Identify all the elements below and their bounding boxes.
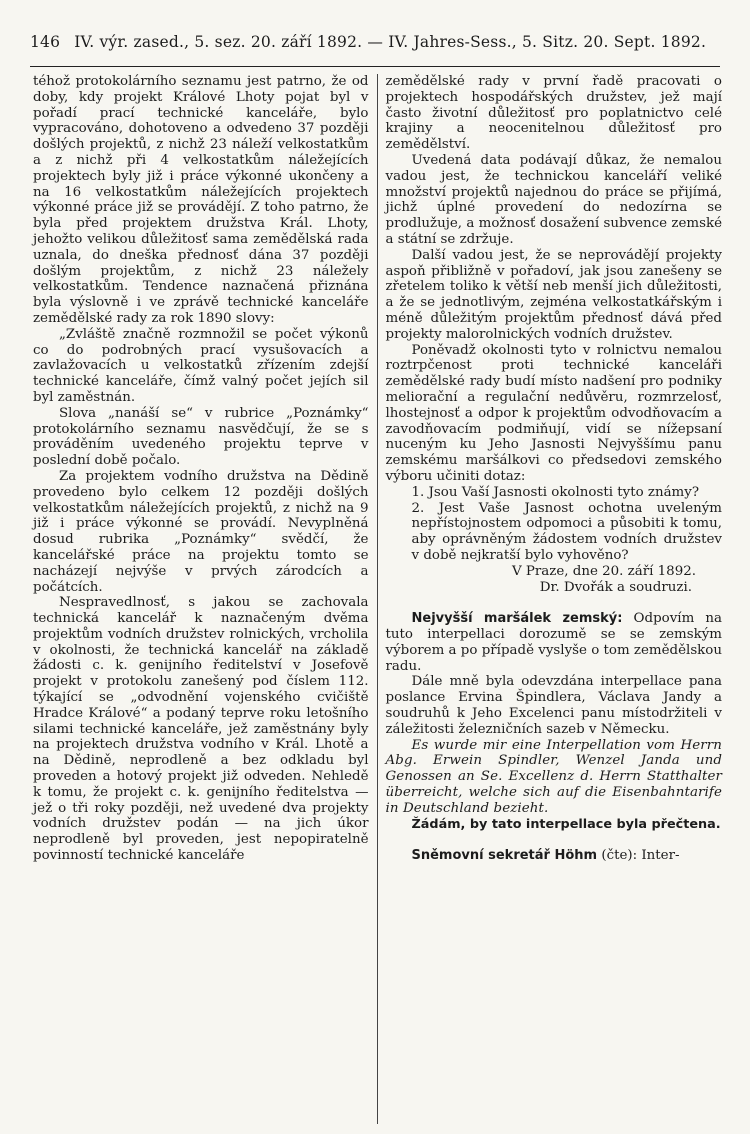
spacer	[386, 595, 723, 611]
paragraph: Poněvadž okolnosti tyto v rolnictvu nemalou roztrpčenost proti technické kanceláři zemědělské rady budí místo nadšení pro podniky meliorační a regulační nedůvěru, rozmrzelosť, lhostejnosť a odpor k projektům odvodňovacím a zavodňovacím podmiňují, vidí se nížepsaní nuceným ku Jeho Jasnosti Nejvyššímu panu zemskému maršálkovi co předsedovi zemského výboru učiniti dotaz:	[385, 342, 722, 484]
question-1: 1. Jsou Vaší Jasnosti okolnosti tyto známy?	[411, 484, 699, 500]
header-rule	[30, 66, 720, 67]
text-columns	[33, 74, 722, 1124]
paragraph: Za projektem vodního družstva na Dědině provedeno bylo celkem 12 později došlých velkostatkům náležejících projektů, z nichž na 9 již i práce výkonné se provádí. Nevyplněná dosud rubrika „Poznámky“ svědčí, že kancelářské práce na projektu tomto se nacházejí nejvýše v prvých zárodcích a počátcích.	[33, 468, 369, 595]
question-2: 2. Jest Vaše Jasnost ochotna uveleným nepřístojnostem odpomoci a působiti k tomu, aby oprávněným žádostem vodních družstev v době nejkratší bylo vyhověno?	[411, 500, 722, 563]
paragraph: „Zvláště značně rozmnožil se počet výkonů co do podrobných prací vysušovacích a zavlažovacích u velkostatků zřízením zdejší technické kanceláře, čímž valný počet jejích sil byl zaměstnán.	[33, 326, 369, 405]
speech-text: Odpovím na tuto interpellaci dorozumě se se zemským výborem a po případě vyslyše o tom zemědělskou radu.	[385, 611, 722, 674]
paragraph: Uvedená data podávají důkaz, že nemalou vadou jest, že technickou kanceláří veliké množství projektů najednou do práce se přijímá, jichž úplné provedení do nedozírna se prodlužuje, a možnosť dosažení subvence zemské a státní se zdržuje.	[385, 152, 722, 247]
paragraph: téhož protokolárního seznamu jest patrno, že od doby, kdy projekt Králové Lhoty pojat byl v pořadí prací technické kanceláře, bylo vypracováno, dohotoveno a odvedeno 37 později došlých projektů, z nichž 23 náleží velkostatkům a z nichž při 4 velkostatkům náležejících projektech byly již i práce výkonné ukončeny a na 16 velkostatkům náležejících projektech výkonné práce již se provádějí. Z toho patrno, že byla před projektem družstva Král. Lhoty, jehožto velikou důležitosť sama zemědělská rada uznala, do dneška přednosť dána 37 později došlým projektům, z nichž 23 náležely velkostatkům. Tendence naznačená přiznána byla výslovně i ve zprávě technické kanceláře zemědělské rady za rok 1890 slovy:	[33, 74, 369, 326]
spacer	[386, 832, 723, 848]
speech-text: (čte): Inter-	[601, 848, 680, 864]
page-number: 146	[30, 33, 61, 51]
request-paragraph: Žádám, by tato interpellace byla přečtena.	[411, 816, 721, 832]
paragraph: Další vadou jest, že se neprovádějí projekty aspoň přibližně v pořadoví, jak jsou zanešeny se zřetelem toliko k větší neb menší jich důležitosti, a že se jednotlivým, zejména velkostatkářským i méně důležitým projektům přednosť dává před projekty malorolnických vodních družstev.	[385, 247, 722, 342]
speech-marshal	[386, 611, 723, 674]
speech-secretary	[386, 848, 723, 864]
right-column	[378, 74, 723, 1124]
speaker-name: Sněmovní sekretář Höhm	[411, 848, 598, 864]
speaker-name: Nejvyšší maršálek zemský:	[411, 611, 623, 627]
paragraph: Nespravedlnosť, s jakou se zachovala technická kancelář k naznačeným dvěma projektům vodních družstev rolnických, vrcholila v okolnosti, že technická kancelář na základě žádosti c. k. genijního ředitelství v Josefově projekt v protokolu zanešený pod číslem 112. týkající se „odvodnění vojenského cvičiště Hradce Králové“ a podaný teprve roku letošního silami technické kanceláře, jež zaměstnány byly na projektech družstva vodního v Král. Lhotě a na Dědině, neprodleně a bez odkladu byl proveden a hotový projekt již odveden. Nehledě k tomu, že projekt c. k. genijního ředitelstva — jež o tři roky později, než uvedené dva projekty vodních družstev podán — na jich úkor neprodleně byl proveden, jest nepopiratelně povinností technické kanceláře	[33, 595, 369, 864]
running-head: IV. výr. zased., 5. sez. 20. září 1892. — IV. Jahres-Sess., 5. Sitz. 20. Sept. 1892.	[74, 33, 707, 51]
left-column	[33, 74, 378, 1124]
signature: Dr. Dvořák a soudruzi.	[539, 579, 692, 595]
paragraph: Slova „nanáší se“ v rubrice „Poznámky“ protokolárního seznamu nasvědčují, že se s prováděním uvedeného projektu teprve v poslední době počalo.	[33, 405, 369, 469]
paragraph: Dále mně byla odevzdána interpellace pana poslance Ervina Špindlera, Václava Jandy a soudruhů k Jeho Excelenci panu místodržiteli v záležitosti železničních sazeb v Německu.	[385, 674, 722, 737]
date-line: V Praze, dne 20. září 1892.	[511, 563, 696, 579]
paragraph: zemědělské rady v první řadě pracovati o projektech hospodářských družstev, jež mají často životní důležitosť pro poplatnictvo celé krajiny a neocenitelnou důležitosť pro zemědělství.	[385, 74, 722, 153]
german-paragraph: Es wurde mir eine Interpellation vom Herrn Abg. Erwein Spindler, Wenzel Janda und Genossen an Se. Excellenz d. Herrn Statthalter überreicht, welche sich auf die Eisenbahntarife in Deutschland bezieht.	[385, 737, 722, 816]
page-header	[30, 33, 720, 63]
